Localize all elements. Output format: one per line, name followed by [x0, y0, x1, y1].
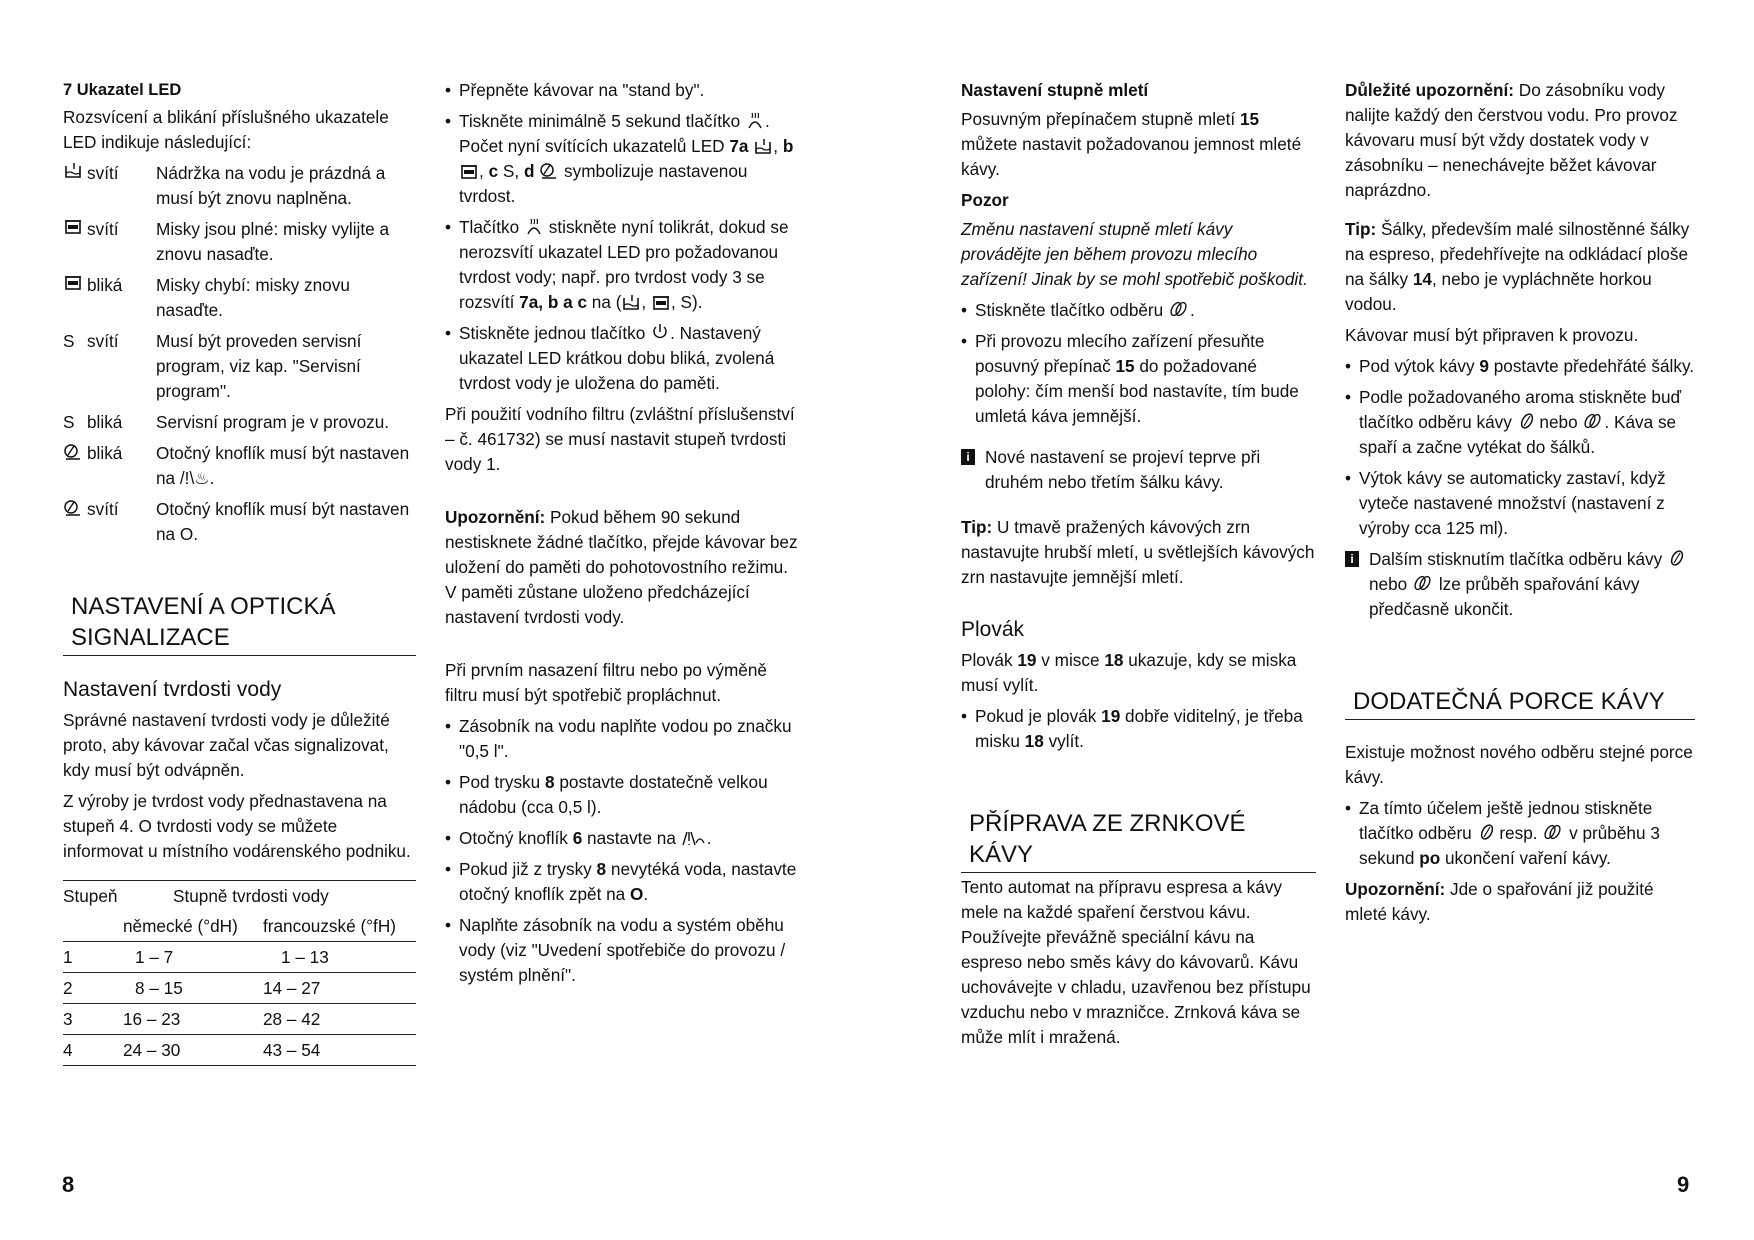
info-icon: i	[1345, 551, 1359, 567]
column-2	[445, 78, 800, 994]
list-item: • Stiskněte tlačítko odběru .	[961, 298, 1316, 323]
table-row: 2 8 – 15 14 – 27	[63, 973, 416, 1004]
heading-grind: Nastavení stupně mletí	[961, 80, 1149, 100]
list-item: • Za tímto účelem ještě jednou stiskněte tlačítko odběru resp. v průběhu 3 sekund po ukončení vaření kávy.	[1345, 796, 1695, 871]
list-item: • Tlačítko stiskněte nyní tolikrát, dokud se nerozsvítí ukazatel LED pro požadovanou tvrdost vody; např. pro tvrdost vody 3 se rozsvítí 7a, b a c na ( , , S).	[445, 215, 800, 315]
paragraph: Při použití vodního filtru (zvláštní příslušenství – č. 461732) se musí nastavit stupeň tvrdosti vody 1.	[445, 404, 795, 474]
info-note: i Nové nastavení se projeví teprve při druhém nebo třetím šálku kávy.	[961, 445, 1316, 495]
list-item: • Stiskněte jednou tlačítko . Nastavený ukazatel LED krátkou dobu bliká, zvolená tvrdost vody je uložena do paměti.	[445, 321, 800, 396]
paragraph: Tento automat na přípravu espresa a kávy mele na každé spaření čerstvou kávu. Používejte převážně speciální kávu na espreso nebo směs kávy do kávovarů. Kávu uchovávejte v chladu, uzavřenou bez přístupu vzduchu nebo v mrazničce. Zrnková káva se může mlít i mražená.	[961, 877, 1311, 1047]
indicator-row	[63, 410, 416, 435]
paragraph: Posuvným přepínačem stupně mletí 15 můžete nastavit požadovanou jemnost mleté kávy.	[961, 109, 1302, 179]
table-row: 1 1 – 7 1 – 13	[63, 942, 416, 973]
list-item: • Při provozu mlecího zařízení přesuňte posuvný přepínač 15 do požadované polohy: čím menší bod nastavíte, tím bude umletá káva jemnější.	[961, 329, 1316, 429]
indicator-text: Servisní program je v provozu.	[156, 412, 390, 432]
list-item: • Tiskněte minimálně 5 sekund tlačítko . Počet nyní svítících ukazatelů LED 7a , b , c S, d symbolizuje nastavenou tvrdost.	[445, 109, 800, 209]
note: Upozornění: Pokud během 90 sekund nestisknete žádné tlačítko, přejde kávovar bez uložení do paměti do pohotovostního režimu. V paměti zůstane uloženo předcházející nastavení tvrdosti vody.	[445, 507, 798, 627]
indicator-state: bliká	[87, 275, 123, 295]
paragraph: Kávovar musí být připraven k provozu.	[1345, 325, 1639, 345]
tray-icon	[63, 273, 87, 293]
paragraph: Z výroby je tvrdost vody přednastavena na stupeň 4. O tvrdosti vody se můžete informovat u místního vodárenského podniku.	[63, 791, 411, 861]
tank-icon	[621, 293, 641, 311]
indicator-text: Musí být proveden servisní program, viz kap. "Servisní program".	[156, 331, 362, 401]
single-bean-icon	[1667, 548, 1685, 568]
info-icon: i	[961, 449, 975, 465]
hot-water-icon	[681, 829, 707, 847]
list-item: • Podle požadovaného aroma stiskněte buď tlačítko odběru kávy nebo . Káva se spaří a začne vytékat do šálků.	[1345, 385, 1695, 460]
indicator-row	[63, 273, 416, 323]
indicator-row	[63, 441, 416, 491]
table-row: 3 16 – 23 28 – 42	[63, 1004, 416, 1035]
tank-icon	[63, 161, 87, 181]
indicator-state: bliká	[87, 412, 123, 432]
list-item: • Pokud již z trysky 8 nevytéká voda, nastavte otočný knoflík zpět na O.	[445, 857, 800, 907]
column-3	[961, 78, 1316, 1056]
list-item: • Otočný knoflík 6 nastavte na .	[445, 826, 800, 851]
single-bean-icon	[1477, 822, 1495, 842]
knob-icon	[63, 441, 87, 461]
paragraph: Při prvním nasazení filtru nebo po výměně filtru musí být spotřebič propláchnut.	[445, 660, 767, 705]
led-heading: 7 Ukazatel LED	[63, 81, 182, 99]
indicator-state: svítí	[87, 499, 119, 519]
heading-pozor: Pozor	[961, 190, 1009, 210]
single-bean-icon	[1517, 411, 1535, 431]
table-header: francouzské (°fH)	[263, 911, 416, 942]
subheading-water-hardness: Nastavení tvrdosti vody	[63, 678, 282, 701]
indicator-state: svítí	[87, 331, 119, 351]
indicator-text: Misky jsou plné: misky vylijte a znovu nasaďte.	[156, 219, 390, 264]
indicator-text: Misky chybí: misky znovu nasaďte.	[156, 275, 350, 320]
page-number-left: 8	[62, 1172, 75, 1197]
indicator-text: Otočný knoflík musí být nastaven na O.	[156, 499, 410, 544]
info-note: i Dalším stisknutím tlačítka odběru kávy nebo lze průběh spařování kávy předčasně ukončit.	[1345, 547, 1695, 622]
double-bean-icon	[1582, 411, 1604, 431]
steam-icon	[524, 218, 544, 236]
list-item: • Přepněte kávovar na "stand by".	[445, 78, 800, 103]
table-row: 4 24 – 30 43 – 54	[63, 1035, 416, 1066]
tank-icon	[753, 137, 773, 155]
column-1	[63, 78, 416, 1066]
tray-icon	[63, 217, 87, 237]
note: Upozornění: Jde o spařování již použité mleté kávy.	[1345, 879, 1654, 924]
subheading-float: Plovák	[961, 618, 1025, 641]
list-item: • Naplňte zásobník na vodu a systém oběhu vody (viz "Uvedení spotřebiče do provozu / systém plnění".	[445, 913, 800, 988]
indicator-text: Nádržka na vodu je prázdná a musí být znovu naplněna.	[156, 163, 386, 208]
indicator-state: bliká	[87, 443, 123, 463]
warning: Změnu nastavení stupně mletí kávy provádějte jen během provozu mlecího zařízení! Jinak by se mohl spotřebič poškodit.	[961, 219, 1308, 289]
indicator-row	[63, 497, 416, 547]
paragraph: Existuje možnost nového odběru stejné porce kávy.	[1345, 742, 1693, 787]
knob-icon	[63, 497, 87, 517]
section-title-beans: PŘÍPRAVA ZE ZRNKOVÉ KÁVY	[961, 808, 1316, 873]
list-item: • Zásobník na vodu naplňte vodou po značku "0,5 l".	[445, 714, 800, 764]
indicator-row	[63, 217, 416, 267]
service-s-icon: S	[680, 292, 693, 312]
hardness-table	[63, 880, 416, 1066]
list-item: • Výtok kávy se automaticky zastaví, když vyteče nastavené množství (nastavení z výroby cca 125 ml).	[1345, 466, 1695, 541]
important-note: Důležité upozornění: Do zásobníku vody nalijte každý den čerstvou vodu. Pro provoz kávovaru musí být vždy dostatek vody v zásobníku – nenechávejte běžet kávovar naprázdno.	[1345, 80, 1678, 200]
service-s-icon: S	[63, 331, 75, 351]
paragraph: Správné nastavení tvrdosti vody je důležité proto, aby kávovar začal včas signalizovat, kdy musí být odvápněn.	[63, 710, 390, 780]
double-bean-icon	[1412, 573, 1434, 593]
indicator-row	[63, 329, 416, 404]
indicator-row	[63, 161, 416, 211]
tip: Tip: Šálky, především malé silnostěnné šálky na espreso, předehřívejte na odkládací ploše na šálky 14, nebo je vypláchněte horkou vodou.	[1345, 219, 1690, 314]
tray-icon	[651, 293, 671, 311]
table-header: Stupně tvrdosti vody	[173, 886, 329, 906]
section-title-settings: NASTAVENÍ A OPTICKÁ SIGNALIZACE	[63, 591, 416, 656]
tray-icon	[459, 162, 479, 180]
led-intro: Rozsvícení a blikání příslušného ukazatele LED indikuje následující:	[63, 107, 389, 152]
service-s-icon: S	[502, 161, 515, 181]
knob-icon	[539, 160, 559, 180]
indicator-text: Otočný knoflík musí být nastaven na /!\♨.	[156, 443, 410, 488]
paragraph: Plovák 19 v misce 18 ukazuje, kdy se miska musí vylít.	[961, 650, 1297, 695]
indicator-state: svítí	[87, 163, 119, 183]
column-4	[1345, 78, 1695, 933]
double-bean-icon	[1542, 822, 1564, 842]
page-number-right: 9	[1677, 1172, 1690, 1197]
power-icon	[650, 322, 670, 342]
table-header: Stupeň	[63, 886, 118, 906]
service-s-icon: S	[63, 412, 75, 432]
steam-icon	[745, 112, 765, 130]
table-header: německé (°dH)	[123, 911, 263, 942]
tip: Tip: U tmavě pražených kávových zrn nastavujte hrubší mletí, u světlejších kávových zrn nastavujte jemnější mletí.	[961, 517, 1315, 587]
list-item: • Pod trysku 8 postavte dostatečně velkou nádobu (cca 0,5 l).	[445, 770, 800, 820]
double-bean-icon	[1168, 299, 1190, 319]
indicator-state: svítí	[87, 219, 119, 239]
list-item: • Pod výtok kávy 9 postavte předehřáté šálky.	[1345, 354, 1695, 379]
section-title-extra: DODATEČNÁ PORCE KÁVY	[1345, 686, 1695, 720]
list-item: • Pokud je plovák 19 dobře viditelný, je třeba misku 18 vylít.	[961, 704, 1316, 754]
